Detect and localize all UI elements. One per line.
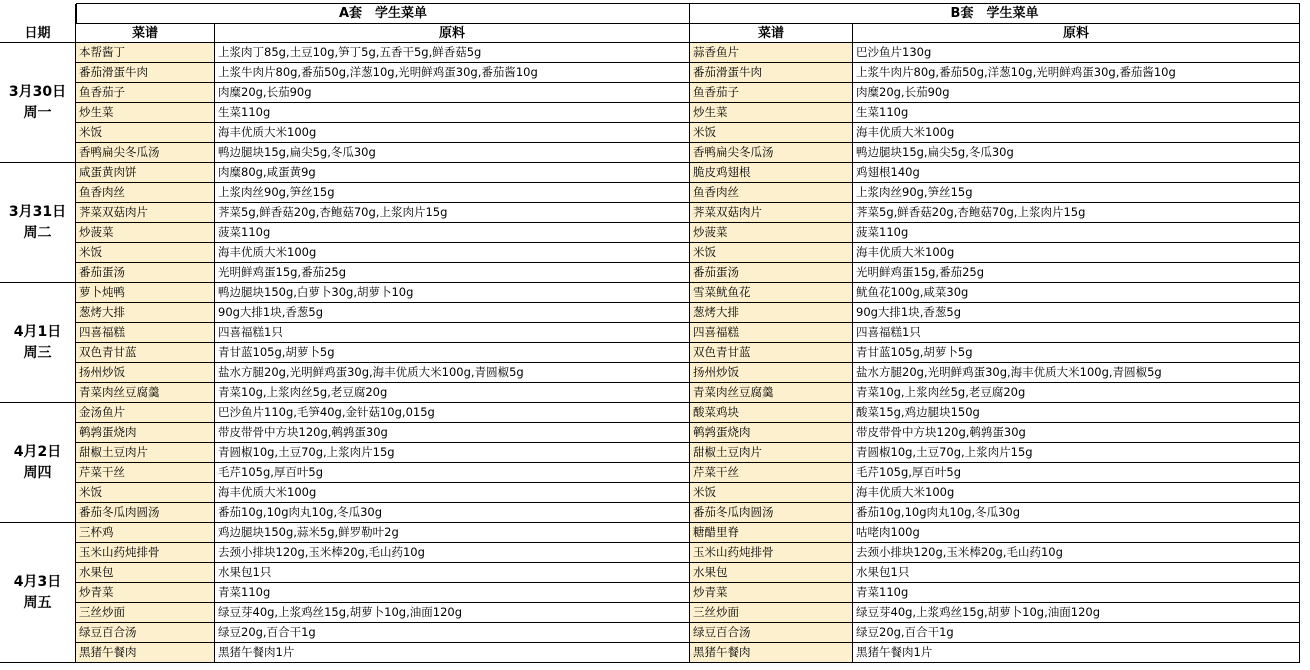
set-b-ingredients-cell: 四喜福糕1只 bbox=[853, 323, 1300, 343]
day-cell bbox=[0, 163, 76, 283]
set-a-ingredients-cell: 光明鲜鸡蛋15g,番茄25g bbox=[215, 263, 690, 283]
day-weekday: 周五 bbox=[23, 594, 52, 611]
set-a-ingredients-cell: 肉糜80g,咸蛋黄9g bbox=[215, 163, 690, 183]
set-b-dish-cell: 脆皮鸡翅根 bbox=[690, 163, 853, 183]
set-a-ingredients-cell: 番茄10g,10g肉丸10g,冬瓜30g bbox=[215, 503, 690, 523]
set-b-ingredients-cell: 咕咾肉100g bbox=[853, 523, 1300, 543]
set-b-dish-cell: 黑猪午餐肉 bbox=[690, 643, 853, 663]
set-b-ingredients-cell: 巴沙鱼片130g bbox=[853, 43, 1300, 63]
set-b-dish-cell: 炒菠菜 bbox=[690, 223, 853, 243]
set-b-ingredients-cell: 去颈小排块120g,玉米棒20g,毛山药10g bbox=[853, 543, 1300, 563]
set-a-dish-cell: 鱼香肉丝 bbox=[76, 183, 215, 203]
set-a-ingredients-header: 原料 bbox=[215, 24, 690, 43]
set-a-ingredients-cell: 绿豆20g,百合干1g bbox=[215, 623, 690, 643]
set-b-dish-cell: 三丝炒面 bbox=[690, 603, 853, 623]
set-a-ingredients-cell: 带皮带骨中方块120g,鹌鹑蛋30g bbox=[215, 423, 690, 443]
set-b-dish-cell: 米饭 bbox=[690, 123, 853, 143]
set-b-ingredients-cell: 青甘蓝105g,胡萝卜5g bbox=[853, 343, 1300, 363]
date-header-spacer bbox=[0, 4, 76, 24]
set-a-dish-cell: 鱼香茄子 bbox=[76, 83, 215, 103]
day-weekday: 周三 bbox=[23, 344, 52, 361]
set-b-ingredients-cell: 酸菜15g,鸡边腿块150g bbox=[853, 403, 1300, 423]
set-a-ingredients-cell: 鸡边腿块150g,蒜米5g,鲜罗勒叶2g bbox=[215, 523, 690, 543]
day-cell bbox=[0, 283, 76, 403]
set-b-ingredients-cell: 光明鲜鸡蛋15g,番茄25g bbox=[853, 263, 1300, 283]
set-a-dish-cell: 黑猪午餐肉 bbox=[76, 643, 215, 663]
set-b-ingredients-cell: 上浆牛肉片80g,番茄50g,洋葱10g,光明鲜鸡蛋30g,番茄酱10g bbox=[853, 63, 1300, 83]
set-b-dish-cell: 酸菜鸡块 bbox=[690, 403, 853, 423]
set-b-dish-cell: 炒青菜 bbox=[690, 583, 853, 603]
day-date: 4月3日 bbox=[13, 574, 62, 591]
set-b-ingredients-cell: 绿豆芽40g,上浆鸡丝15g,胡萝卜10g,油面120g bbox=[853, 603, 1300, 623]
set-a-ingredients-cell: 上浆肉丁85g,土豆10g,笋丁5g,五香干5g,鲜香菇5g bbox=[215, 43, 690, 63]
day-cell bbox=[0, 43, 76, 163]
set-a-ingredients-cell: 青甘蓝105g,胡萝卜5g bbox=[215, 343, 690, 363]
set-b-ingredients-cell: 绿豆20g,百合干1g bbox=[853, 623, 1300, 643]
set-b-ingredients-cell: 生菜110g bbox=[853, 103, 1300, 123]
set-a-dish-cell: 双色青甘蓝 bbox=[76, 343, 215, 363]
set-a-dish-cell: 咸蛋黄肉饼 bbox=[76, 163, 215, 183]
set-b-dish-cell: 荠菜双菇肉片 bbox=[690, 203, 853, 223]
set-b-ingredients-cell: 海丰优质大米100g bbox=[853, 123, 1300, 143]
set-b-ingredients-cell: 90g大排1块,香葱5g bbox=[853, 303, 1300, 323]
day-cell bbox=[0, 523, 76, 663]
set-a-ingredients-cell: 海丰优质大米100g bbox=[215, 123, 690, 143]
set-a-dish-cell: 芹菜干丝 bbox=[76, 463, 215, 483]
set-a-dish-header: 菜谱 bbox=[76, 24, 215, 43]
set-b-ingredients-cell: 青圆椒10g,土豆70g,上浆肉片15g bbox=[853, 443, 1300, 463]
set-a-dish-cell: 金汤鱼片 bbox=[76, 403, 215, 423]
set-b-ingredients-cell: 海丰优质大米100g bbox=[853, 483, 1300, 503]
set-a-ingredients-cell: 去颈小排块120g,玉米棒20g,毛山药10g bbox=[215, 543, 690, 563]
set-b-ingredients-cell: 鱿鱼花100g,咸菜30g bbox=[853, 283, 1300, 303]
set-a-ingredients-cell: 青圆椒10g,土豆70g,上浆肉片15g bbox=[215, 443, 690, 463]
set-a-dish-cell: 米饭 bbox=[76, 243, 215, 263]
day-weekday: 周四 bbox=[23, 464, 52, 481]
set-a-ingredients-cell: 青菜110g bbox=[215, 583, 690, 603]
set-b-dish-cell: 雪菜鱿鱼花 bbox=[690, 283, 853, 303]
set-b-ingredients-cell: 盐水方腿20g,光明鲜鸡蛋30g,海丰优质大米100g,青圆椒5g bbox=[853, 363, 1300, 383]
set-a-dish-cell: 甜椒土豆肉片 bbox=[76, 443, 215, 463]
set-a-dish-cell: 本帮酱丁 bbox=[76, 43, 215, 63]
set-b-ingredients-cell: 黑猪午餐肉1片 bbox=[853, 643, 1300, 663]
set-a-dish-cell: 水果包 bbox=[76, 563, 215, 583]
set-a-ingredients-cell: 黑猪午餐肉1片 bbox=[215, 643, 690, 663]
set-a-dish-cell: 番茄蛋汤 bbox=[76, 263, 215, 283]
set-b-dish-cell: 番茄冬瓜肉圆汤 bbox=[690, 503, 853, 523]
set-a-dish-cell: 荠菜双菇肉片 bbox=[76, 203, 215, 223]
set-a-dish-cell: 炒菠菜 bbox=[76, 223, 215, 243]
set-a-ingredients-cell: 四喜福糕1只 bbox=[215, 323, 690, 343]
set-a-dish-cell: 炒生菜 bbox=[76, 103, 215, 123]
set-a-dish-cell: 番茄滑蛋牛肉 bbox=[76, 63, 215, 83]
set-a-dish-cell: 玉米山药炖排骨 bbox=[76, 543, 215, 563]
set-a-ingredients-cell: 鸭边腿块15g,扁尖5g,冬瓜30g bbox=[215, 143, 690, 163]
set-b-dish-cell: 葱烤大排 bbox=[690, 303, 853, 323]
set-a-ingredients-cell: 上浆肉丝90g,笋丝15g bbox=[215, 183, 690, 203]
set-a-ingredients-cell: 海丰优质大米100g bbox=[215, 243, 690, 263]
set-a-ingredients-cell: 肉糜20g,长茄90g bbox=[215, 83, 690, 103]
set-b-dish-cell: 鹌鹑蛋烧肉 bbox=[690, 423, 853, 443]
set-b-dish-cell: 米饭 bbox=[690, 243, 853, 263]
set-b-ingredients-cell: 水果包1只 bbox=[853, 563, 1300, 583]
day-date: 4月2日 bbox=[13, 444, 62, 461]
set-b-ingredients-cell: 鸡翅根140g bbox=[853, 163, 1300, 183]
day-weekday: 周二 bbox=[23, 224, 52, 241]
set-b-ingredients-cell: 番茄10g,10g肉丸10g,冬瓜30g bbox=[853, 503, 1300, 523]
set-a-ingredients-cell: 鸭边腿块150g,白萝卜30g,胡萝卜10g bbox=[215, 283, 690, 303]
set-a-ingredients-cell: 毛芹105g,厚百叶5g bbox=[215, 463, 690, 483]
set-a-ingredients-cell: 海丰优质大米100g bbox=[215, 483, 690, 503]
set-a-dish-cell: 三丝炒面 bbox=[76, 603, 215, 623]
set-a-dish-cell: 四喜福糕 bbox=[76, 323, 215, 343]
set-a-dish-cell: 青菜肉丝豆腐羹 bbox=[76, 383, 215, 403]
set-b-ingredients-cell: 青菜10g,上浆肉丝5g,老豆腐20g bbox=[853, 383, 1300, 403]
set-a-ingredients-cell: 盐水方腿20g,光明鲜鸡蛋30g,海丰优质大米100g,青圆椒5g bbox=[215, 363, 690, 383]
set-b-ingredients-cell: 肉糜20g,长茄90g bbox=[853, 83, 1300, 103]
day-date: 4月1日 bbox=[13, 324, 62, 341]
set-a-dish-cell: 葱烤大排 bbox=[76, 303, 215, 323]
set-b-dish-cell: 水果包 bbox=[690, 563, 853, 583]
set-a-ingredients-cell: 菠菜110g bbox=[215, 223, 690, 243]
set-b-dish-cell: 鱼香茄子 bbox=[690, 83, 853, 103]
date-column-header: 日期 bbox=[0, 24, 76, 43]
set-a-ingredients-cell: 生菜110g bbox=[215, 103, 690, 123]
set-a-dish-cell: 香鸭扁尖冬瓜汤 bbox=[76, 143, 215, 163]
set-a-dish-cell: 炒青菜 bbox=[76, 583, 215, 603]
set-b-ingredients-cell: 青菜110g bbox=[853, 583, 1300, 603]
set-b-dish-cell: 芹菜干丝 bbox=[690, 463, 853, 483]
set-b-dish-cell: 绿豆百合汤 bbox=[690, 623, 853, 643]
set-b-dish-cell: 双色青甘蓝 bbox=[690, 343, 853, 363]
set-a-ingredients-cell: 水果包1只 bbox=[215, 563, 690, 583]
set-b-ingredients-cell: 海丰优质大米100g bbox=[853, 243, 1300, 263]
set-b-ingredients-cell: 荠菜5g,鲜香菇20g,杏鲍菇70g,上浆肉片15g bbox=[853, 203, 1300, 223]
set-a-dish-cell: 扬州炒饭 bbox=[76, 363, 215, 383]
set-b-dish-cell: 蒜香鱼片 bbox=[690, 43, 853, 63]
day-weekday: 周一 bbox=[23, 104, 52, 121]
set-b-dish-header: 菜谱 bbox=[690, 24, 853, 43]
set-b-ingredients-cell: 带皮带骨中方块120g,鹌鹑蛋30g bbox=[853, 423, 1300, 443]
set-a-ingredients-cell: 90g大排1块,香葱5g bbox=[215, 303, 690, 323]
set-b-dish-cell: 番茄蛋汤 bbox=[690, 263, 853, 283]
day-date: 3月31日 bbox=[8, 204, 67, 221]
set-b-ingredients-cell: 上浆肉丝90g,笋丝15g bbox=[853, 183, 1300, 203]
set-a-dish-cell: 三杯鸡 bbox=[76, 523, 215, 543]
set-b-ingredients-cell: 毛芹105g,厚百叶5g bbox=[853, 463, 1300, 483]
set-a-dish-cell: 米饭 bbox=[76, 123, 215, 143]
set-a-dish-cell: 萝卜炖鸭 bbox=[76, 283, 215, 303]
day-cell bbox=[0, 403, 76, 523]
set-a-title: A套 学生菜单 bbox=[76, 4, 690, 24]
set-b-dish-cell: 番茄滑蛋牛肉 bbox=[690, 63, 853, 83]
set-b-dish-cell: 青菜肉丝豆腐羹 bbox=[690, 383, 853, 403]
set-b-dish-cell: 甜椒土豆肉片 bbox=[690, 443, 853, 463]
day-date: 3月30日 bbox=[8, 84, 67, 101]
set-a-ingredients-cell: 荠菜5g,鲜香菇20g,杏鲍菇70g,上浆肉片15g bbox=[215, 203, 690, 223]
set-b-dish-cell: 玉米山药炖排骨 bbox=[690, 543, 853, 563]
set-b-dish-cell: 糖醋里脊 bbox=[690, 523, 853, 543]
set-a-dish-cell: 米饭 bbox=[76, 483, 215, 503]
set-b-dish-cell: 米饭 bbox=[690, 483, 853, 503]
set-b-dish-cell: 鱼香肉丝 bbox=[690, 183, 853, 203]
set-a-dish-cell: 番茄冬瓜肉圆汤 bbox=[76, 503, 215, 523]
set-b-dish-cell: 四喜福糕 bbox=[690, 323, 853, 343]
set-a-ingredients-cell: 绿豆芽40g,上浆鸡丝15g,胡萝卜10g,油面120g bbox=[215, 603, 690, 623]
set-a-ingredients-cell: 上浆牛肉片80g,番茄50g,洋葱10g,光明鲜鸡蛋30g,番茄酱10g bbox=[215, 63, 690, 83]
set-a-dish-cell: 鹌鹑蛋烧肉 bbox=[76, 423, 215, 443]
set-a-ingredients-cell: 青菜10g,上浆肉丝5g,老豆腐20g bbox=[215, 383, 690, 403]
set-b-title: B套 学生菜单 bbox=[690, 4, 1300, 24]
set-b-ingredients-cell: 菠菜110g bbox=[853, 223, 1300, 243]
set-a-ingredients-cell: 巴沙鱼片110g,毛笋40g,金针菇10g,015g bbox=[215, 403, 690, 423]
set-b-dish-cell: 扬州炒饭 bbox=[690, 363, 853, 383]
set-b-dish-cell: 香鸭扁尖冬瓜汤 bbox=[690, 143, 853, 163]
set-b-ingredients-header: 原料 bbox=[853, 24, 1300, 43]
set-b-ingredients-cell: 鸭边腿块15g,扁尖5g,冬瓜30g bbox=[853, 143, 1300, 163]
set-a-dish-cell: 绿豆百合汤 bbox=[76, 623, 215, 643]
set-b-dish-cell: 炒生菜 bbox=[690, 103, 853, 123]
